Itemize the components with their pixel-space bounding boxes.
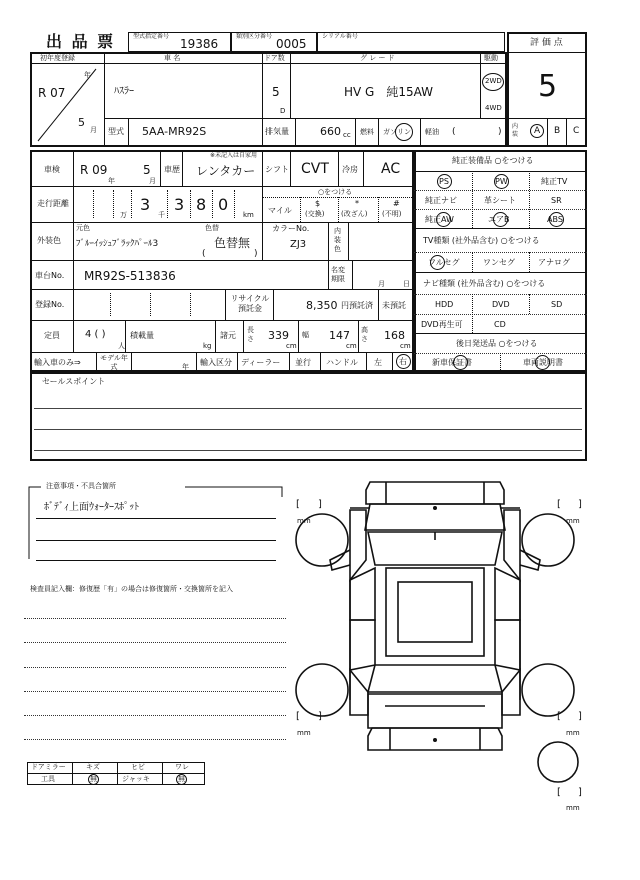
mm-fr: mm [566, 517, 580, 525]
reg-no-label: 登録No. [35, 300, 65, 309]
diesel: 軽油 [425, 128, 439, 136]
odometer-mark-note: ○をつける [318, 188, 353, 196]
chassis-value: MR92S-513836 [84, 269, 176, 283]
tv-oneseg: ワンセグ [483, 258, 515, 267]
shift-label: シフト [265, 165, 289, 174]
grade-label: グ レ ー ド [360, 54, 395, 62]
legend-tools-none: 無 [90, 775, 97, 783]
notes-line-1: ﾎﾞﾃﾞｨ上面ｳｫｰﾀｰｽﾎﾟｯﾄ [44, 502, 139, 513]
cd: CD [494, 320, 506, 329]
color-name: ﾌﾞﾙｰｲｯｼｭﾌﾞﾗｯｸﾊﾟｰﾙ3 [76, 239, 159, 249]
cc-unit: cc [343, 131, 351, 139]
genuine-header: 純正装備品 ○をつける [452, 156, 534, 165]
interior-label: 内装 [512, 123, 519, 138]
tv-fullseg: フルセグ [428, 258, 460, 267]
equip-ps: PS [439, 177, 449, 186]
width-label: 幅 [302, 331, 309, 339]
mileage-digit-4: 0 [218, 195, 229, 214]
dims-label: 諸元 [220, 331, 236, 340]
inspection-year-mark: 年 [108, 177, 115, 185]
color-no: ZJ3 [290, 239, 307, 250]
doors-value: 5 [272, 85, 280, 99]
mm-spare: mm [566, 804, 580, 812]
interior-a: A [534, 126, 541, 136]
name-change-day: 日 [403, 280, 410, 288]
mm-rl: mm [297, 729, 311, 737]
serial-label: シリアル番号 [322, 33, 358, 40]
bracket-fl-right: ] [318, 499, 322, 510]
mileage-digit-3: 8 [196, 195, 207, 214]
height-unit: cm [400, 342, 411, 350]
paren-left: ( [452, 127, 456, 137]
later-warranty: 新車保証書 [432, 358, 472, 367]
equip-pw: PW [495, 177, 508, 186]
load-label: 積載量 [130, 331, 154, 340]
legend-break: ワレ [175, 763, 189, 771]
man-unit: 万 [120, 211, 127, 219]
drive-2wd: 2WD [485, 77, 502, 85]
form-title: 出 品 票 [46, 32, 116, 51]
exchange-symbol: $ [315, 199, 321, 208]
inspection-month: 5 [143, 163, 151, 177]
orig-color-label: 元色 [76, 224, 90, 232]
bracket-fr-right: ] [578, 499, 582, 510]
first-reg-slash [30, 63, 104, 147]
legend-tools: 工具 [41, 775, 55, 783]
model-value: 5AA-MR92S [142, 125, 207, 138]
inspection-label: 車検 [44, 165, 60, 174]
length-label: 長さ [247, 326, 254, 343]
equip-aw: 純正AW [425, 215, 454, 224]
interior-b: B [554, 126, 561, 136]
paren-right: ) [498, 127, 502, 137]
import-dealer: ディーラー [241, 358, 281, 367]
sales-point-label: セールスポイント [42, 377, 106, 386]
shift-value: CVT [301, 161, 329, 177]
import-label: 輸入車のみ⇒ [34, 358, 81, 367]
bracket-fl-left: [ [296, 499, 300, 510]
legend-doormirror: ドアミラー [31, 763, 66, 771]
height-label: 高さ [361, 326, 368, 343]
length-value: 339 [268, 329, 289, 342]
color-label: 外装色 [37, 236, 61, 245]
class-number: 0005 [276, 37, 307, 51]
history-label: 車歴 [164, 165, 180, 174]
later-manual: 車両説明書 [523, 358, 563, 367]
sales-point-block [30, 372, 587, 461]
legend-jack: ジャッキ [122, 775, 150, 783]
handle-left: 左 [374, 358, 382, 367]
score-value: 5 [538, 69, 558, 104]
mileage-digit-2: 3 [174, 195, 185, 214]
first-reg-label: 初年度登録 [40, 54, 75, 62]
capacity-value: 4 ( ) [85, 329, 106, 340]
gasoline: ガソリン [383, 128, 411, 136]
bracket-fr-left: [ [557, 499, 561, 510]
width-unit: cm [346, 342, 357, 350]
class-number-label: 類別区分番号 [236, 33, 273, 40]
history-value: レンタカー [196, 164, 256, 178]
doors-label: ドア数 [264, 54, 285, 62]
later-header: 後日発送品 ○をつける [456, 339, 538, 348]
equip-airbag: エアB [488, 215, 510, 224]
drive-label: 駆動 [484, 54, 498, 62]
notes-header: 注意事項・不具合箇所 [46, 482, 116, 490]
doors-suffix: D [280, 107, 286, 115]
repaint-paren-left: ( [202, 249, 206, 259]
legend-crack: ヒビ [131, 763, 145, 771]
equip-navi: 純正ナビ [425, 196, 457, 205]
mileage-digit-1: 3 [140, 195, 151, 214]
history-note: ※未記入は自家用 [210, 152, 258, 159]
km-unit: km [243, 211, 254, 219]
first-reg-month: 5 [78, 116, 85, 129]
load-unit: kg [203, 342, 212, 350]
unknown-symbol: # [393, 199, 400, 208]
car-name: ﾊｽﾗｰ [114, 86, 134, 97]
month-mark: 月 [90, 126, 97, 134]
bracket-rl-right: ] [318, 711, 322, 722]
mile-option: マイル [268, 206, 292, 215]
first-reg-era: R 07 [38, 86, 66, 100]
recycle-unit: 円預託済 [341, 301, 373, 310]
year-mark: 年 [84, 71, 91, 79]
displacement-value: 660 [320, 125, 341, 138]
score-label: 評 価 点 [530, 38, 563, 48]
model-year-label: モデル年式 [100, 354, 128, 371]
mileage-label: 走行距離 [37, 199, 69, 208]
displacement-label: 排気量 [265, 127, 289, 136]
import-parallel: 並行 [295, 358, 311, 367]
bracket-rl-left: [ [296, 711, 300, 722]
repaint-value: 色替無 [214, 236, 251, 250]
grade-value: HV G 純15AW [344, 85, 434, 99]
bracket-spare-left: [ [557, 787, 561, 798]
dvd-playback: DVD再生可 [421, 320, 463, 329]
interior-color-label: 内装色 [334, 227, 341, 253]
equip-sr: SR [551, 196, 562, 205]
fuel-label: 燃料 [360, 128, 374, 136]
name-change-month: 月 [378, 280, 385, 288]
tamper-symbol: * [355, 199, 359, 208]
inspection-era: R 09 [80, 163, 108, 177]
car-diagram [290, 470, 590, 815]
navi-hdd: HDD [435, 300, 454, 309]
width-value: 147 [329, 329, 350, 342]
capacity-label: 定員 [44, 331, 60, 340]
chassis-label: 車台No. [35, 271, 65, 280]
equip-leather: 革シート [484, 196, 516, 205]
length-unit: cm [286, 342, 297, 350]
model-number: 19386 [180, 37, 219, 51]
handle-label: ハンドル [326, 358, 358, 367]
inspection-month-mark: 月 [149, 177, 156, 185]
navi-dvd: DVD [492, 300, 510, 309]
legend-jack-none: 無 [178, 775, 185, 783]
mm-fl: mm [297, 517, 311, 525]
recycle-amount: 8,350 [306, 299, 338, 312]
legend-scratch: キズ [86, 763, 100, 771]
tamper-label: (改ざん) [341, 210, 368, 218]
tv-analog: アナログ [538, 258, 570, 267]
capacity-unit: 人 [118, 342, 125, 350]
height-value: 168 [384, 329, 405, 342]
model-label: 型式 [108, 127, 124, 136]
drive-4wd: 4WD [485, 104, 502, 112]
repaint-label: 色替 [205, 224, 219, 232]
inspector-note: 検査員記入欄：修復歴「有」の場合は修復箇所・交換箇所を記入 [30, 585, 233, 593]
interior-c: C [573, 126, 580, 136]
unknown-label: (不明) [382, 210, 402, 218]
bracket-rr-left: [ [557, 711, 561, 722]
sen-unit: 千 [158, 211, 165, 219]
equip-tv: 純正TV [541, 177, 568, 186]
navi-sd: SD [551, 300, 563, 309]
color-no-label: カラーNo. [272, 224, 310, 233]
name-change-label: 名変期限 [331, 266, 345, 283]
equip-abs: ABS [547, 215, 563, 224]
bracket-spare-right: ] [578, 787, 582, 798]
exchange-label: (交換) [305, 210, 325, 218]
import-type-label: 輸入区分 [200, 358, 232, 367]
ac-label: 冷房 [342, 165, 358, 174]
tv-header: TV種類 (社外品含む) ○をつける [423, 236, 540, 245]
car-name-label: 車 名 [164, 54, 181, 62]
ac-value: AC [381, 161, 401, 177]
recycle-unpaid: 未預託 [382, 301, 406, 310]
recycle-label: リサイクル預託金 [230, 294, 270, 313]
handle-right: 右 [399, 357, 407, 366]
navi-header: ナビ種類 (社外品含む) ○をつける [423, 279, 546, 288]
repaint-paren-right: ) [254, 249, 258, 259]
model-year-unit: 年 [182, 363, 189, 371]
mm-rr: mm [566, 729, 580, 737]
model-number-label: 型式指定番号 [133, 33, 170, 40]
notes-bracket [25, 483, 290, 563]
bracket-rr-right: ] [578, 711, 582, 722]
